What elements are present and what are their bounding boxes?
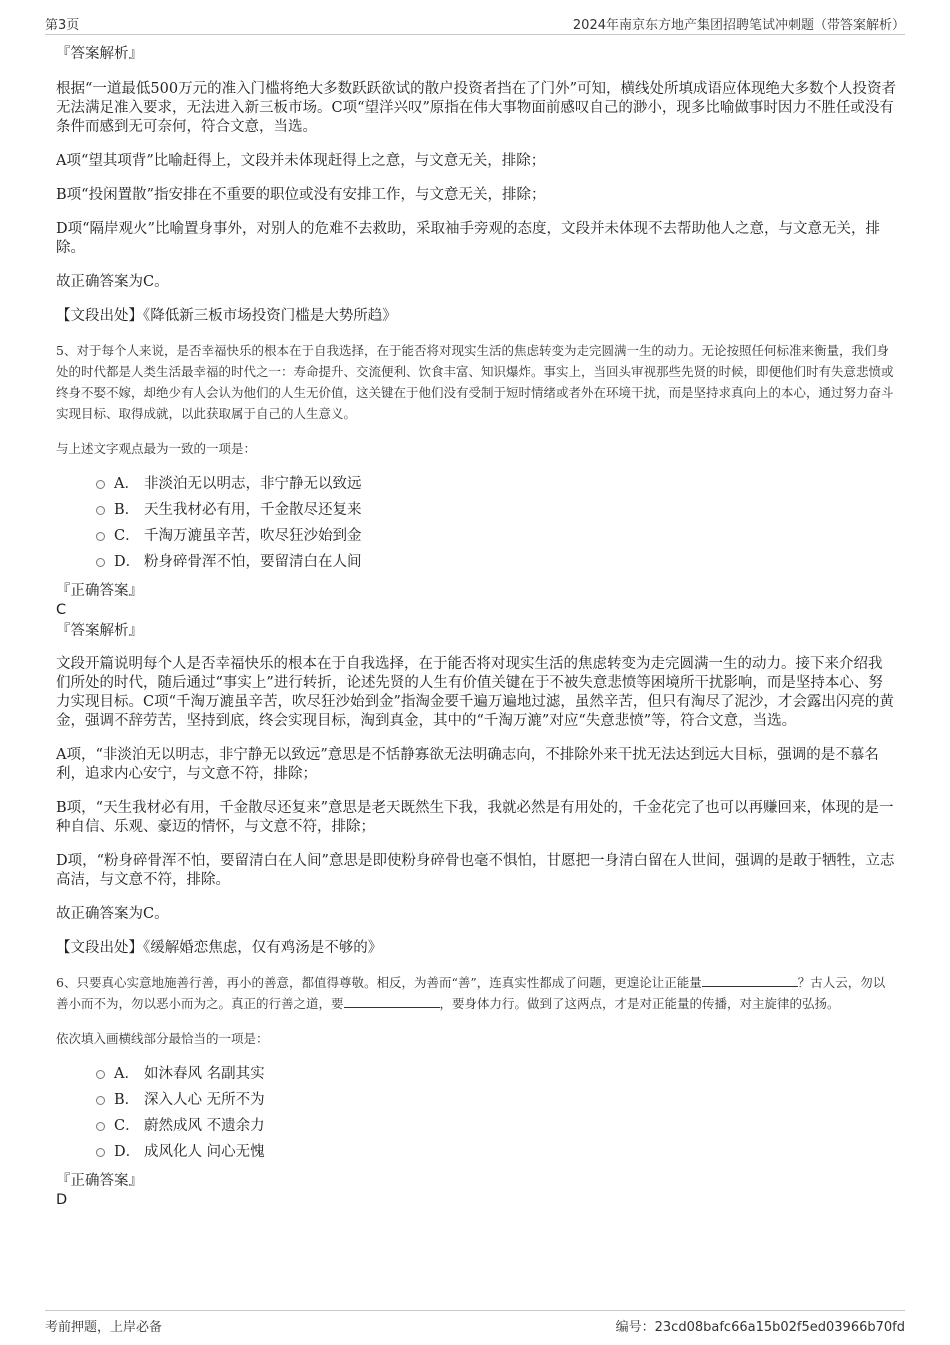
option-a-analysis: A项“望其项背”比喻赶得上，文段并未体现赶得上之意，与文意无关，排除； <box>56 153 546 169</box>
answer-label: 『正确答案』 <box>56 583 143 599</box>
answer-label: 『正确答案』 <box>56 1173 143 1189</box>
radio-icon[interactable] <box>96 1122 105 1131</box>
conclusion: 故正确答案为C。 <box>56 906 169 922</box>
answer-value: C <box>56 602 67 618</box>
question-4-tail <box>56 44 896 326</box>
analysis-label: 『答案解析』 <box>56 623 143 639</box>
document-title: 2024年南京东方地产集团招聘笔试冲刺题（带答案解析） <box>572 18 905 33</box>
radio-icon[interactable] <box>96 532 105 541</box>
document-id: 编号：23cd08bafc66a15b02f5ed03966b70fd <box>615 1320 905 1335</box>
option-b-analysis: B项，“天生我材必有用，千金散尽还复来”意思是老天既然生下我，我就必然是有用处的，千金花完了也可以再赚回来，体现的是一种自信、乐观、豪迈的情怀，与文意不符，排除； <box>56 800 894 835</box>
radio-icon[interactable] <box>96 1070 105 1079</box>
analysis-text: 根据“一道最低500万元的准入门槛将绝大多数跃跃欲试的散户投资者挡在了门外”可知，横线处所填成语应体现绝大多数个人投资者无法满足准入要求，无法进入新三板市场。C项“望洋兴叹”原指在伟大事物面前感叹自己的渺小，现多比喻做事时因力不胜任或没有条件而感到无可奈何，符合文意，当选。 <box>56 81 896 135</box>
question-stem: 6、只要真心实意地施善行善，再小的善意，都值得尊敬。相反，为善而“善”，连真实性都成了问题，更遑论让正能量 ？古人云，勿以善小而不为，勿以恶小而为之。真正的行善之道，要 ，要身体力行。做到了这两点，才是对正能量的传播，对主旋律的弘扬。 <box>56 975 886 1011</box>
option-d[interactable]: D． 成风化人 问心无愧 <box>96 1139 896 1165</box>
conclusion: 故正确答案为C。 <box>56 274 169 290</box>
blank-line <box>344 995 440 1008</box>
radio-icon[interactable] <box>96 1096 105 1105</box>
page-number: 第3页 <box>45 18 80 33</box>
option-b[interactable]: B． 深入人心 无所不为 <box>96 1087 896 1113</box>
option-list <box>56 471 896 575</box>
option-d[interactable]: D． 粉身碎骨浑不怕，要留清白在人间 <box>96 549 896 575</box>
question-prompt: 与上述文字观点最为一致的一项是： <box>56 441 257 456</box>
document-body <box>56 44 896 1210</box>
option-d-analysis: D项“隔岸观火”比喻置身事外，对别人的危难不去救助，采取袖手旁观的态度，文段并未体现不去帮助他人之意，与文意无关，排除。 <box>56 221 880 256</box>
question-stem: 5、对于每个人来说，是否幸福快乐的根本在于自我选择，在于能否将对现实生活的焦虑转变为走完圆满一生的动力。无论按照任何标准来衡量，我们身处的时代都是人类生活最幸福的时代之一：寿命提升、交流便利、饮食丰富、知识爆炸。事实上，当回头审视那些先贤的时候，即便他们时有失意悲愤或终身不娶不嫁，却绝少有人会认为他们的人生无价值，这关键在于他们没有受制于短时情绪或者外在环境干扰，而是坚持求真向上的本心，通过努力奋斗实现目标、取得成就，以此获取属于自己的人生意义。 <box>56 343 894 421</box>
page-footer <box>45 1310 905 1335</box>
question-prompt: 依次填入画横线部分最恰当的一项是： <box>56 1031 269 1046</box>
source: 【文段出处】《降低新三板市场投资门槛是大势所趋》 <box>56 308 397 324</box>
option-list <box>56 1061 896 1165</box>
option-d-analysis: D项，“粉身碎骨浑不怕，要留清白在人间”意思是即使粉身碎骨也毫不惧怕，甘愿把一身清白留在人世间，强调的是敢于牺牲，立志高洁，与文意不符，排除。 <box>56 853 895 888</box>
radio-icon[interactable] <box>96 1148 105 1157</box>
option-c[interactable]: C． 千淘万漉虽辛苦，吹尽狂沙始到金 <box>96 523 896 549</box>
source: 【文段出处】《缓解婚恋焦虑，仅有鸡汤是不够的》 <box>56 940 383 956</box>
answer-value: D <box>56 1192 68 1208</box>
question-6 <box>56 972 896 1210</box>
option-a[interactable]: A． 非淡泊无以明志，非宁静无以致远 <box>96 471 896 497</box>
analysis-text: 文段开篇说明每个人是否幸福快乐的根本在于自我选择，在于能否将对现实生活的焦虑转变为走完圆满一生的动力。接下来介绍我们所处的时代，随后通过“事实上”进行转折，论述先贤的人生有价值关键在于不被失意悲愤等困境所干扰影响，而是坚持本心、努力实现目标。C项“千淘万漉虽辛苦，吹尽狂沙始到金”指淘金要千遍万遍地过滤，虽然辛苦，但只有淘尽了泥沙，才会露出闪亮的黄金，强调不辞劳苦，坚持到底，终会实现目标，淘到真金，其中的“千淘万漉”对应“失意悲愤”等，符合文意，当选。 <box>56 656 894 729</box>
analysis-label: 『答案解析』 <box>56 46 143 62</box>
radio-icon[interactable] <box>96 480 105 489</box>
option-a[interactable]: A． 如沐春风 名副其实 <box>96 1061 896 1087</box>
footer-slogan: 考前押题，上岸必备 <box>45 1320 163 1335</box>
radio-icon[interactable] <box>96 506 105 515</box>
option-b-analysis: B项“投闲置散”指安排在不重要的职位或没有安排工作，与文意无关，排除； <box>56 187 546 203</box>
option-b[interactable]: B． 天生我材必有用，千金散尽还复来 <box>96 497 896 523</box>
option-c[interactable]: C． 蔚然成风 不遗余力 <box>96 1113 896 1139</box>
blank-line <box>702 974 798 987</box>
page-header <box>45 14 905 35</box>
option-a-analysis: A项，“非淡泊无以明志，非宁静无以致远”意思是不恬静寡欲无法明确志向，不排除外来干扰无法达到远大目标，强调的是不慕名利，追求内心安宁，与文意不符，排除； <box>56 747 879 782</box>
radio-icon[interactable] <box>96 558 105 567</box>
question-5 <box>56 340 896 958</box>
